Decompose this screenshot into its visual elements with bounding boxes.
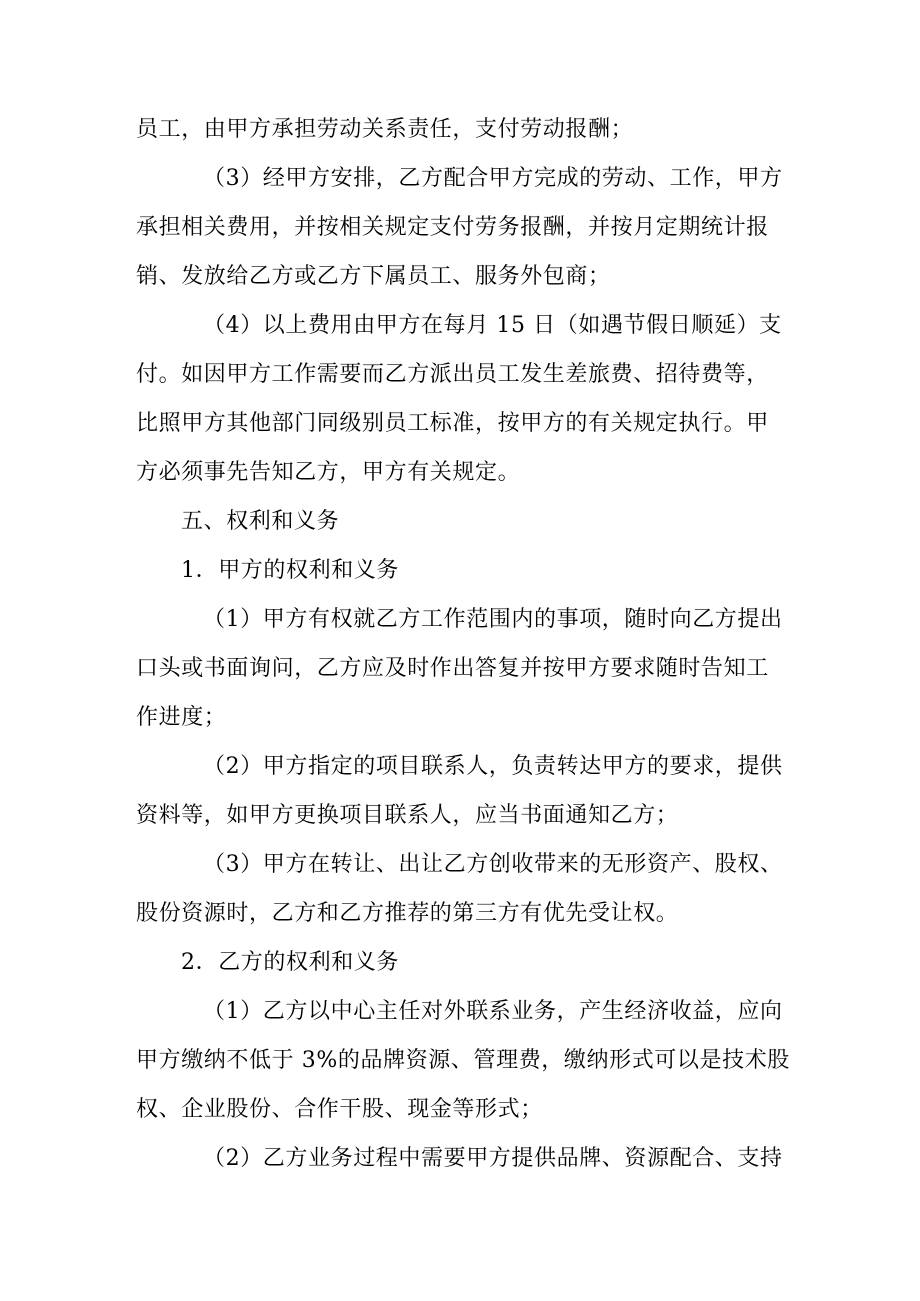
text-line: 承担相关费用，并按相关规定支付劳务报酬，并按月定期统计报	[136, 215, 769, 240]
text-line: 甲方缴纳不低于 3%的品牌资源、管理费，缴纳形式可以是技术股	[136, 1048, 790, 1073]
text-line: 股份资源时，乙方和乙方推荐的第三方有优先受让权。	[136, 901, 679, 926]
text-line: 资料等，如甲方更换项目联系人，应当书面通知乙方；	[136, 803, 679, 828]
text-line: （4）以上费用由甲方在每月 15 日（如遇节假日顺延）支	[203, 313, 782, 338]
text-line: （1）乙方以中心主任对外联系业务，产生经济收益，应向	[203, 999, 783, 1024]
text-line: 方必须事先告知乙方，甲方有关规定。	[136, 460, 521, 485]
subsection-heading: 2．乙方的权利和义务	[181, 950, 399, 975]
text-line: （1）甲方有权就乙方工作范围内的事项，随时向乙方提出	[203, 607, 783, 632]
subsection-heading: 1．甲方的权利和义务	[181, 558, 399, 583]
text-line: （3）经甲方安排，乙方配合甲方完成的劳动、工作，甲方	[203, 166, 783, 191]
text-line: 员工，由甲方承担劳动关系责任，支付劳动报酬；	[136, 117, 634, 142]
text-line: 比照甲方其他部门同级别员工标准，按甲方的有关规定执行。甲	[136, 411, 769, 436]
section-heading: 五、权利和义务	[181, 509, 340, 534]
text-line: 权、企业股份、合作干股、现金等形式；	[136, 1097, 543, 1122]
text-line: 付。如因甲方工作需要而乙方派出员工发生差旅费、招待费等，	[136, 362, 769, 387]
text-line: （2）甲方指定的项目联系人，负责转达甲方的要求，提供	[203, 754, 783, 779]
text-line: 销、发放给乙方或乙方下属员工、服务外包商；	[136, 264, 611, 289]
text-line: （2）乙方业务过程中需要甲方提供品牌、资源配合、支持	[203, 1146, 783, 1171]
text-line: 口头或书面询问，乙方应及时作出答复并按甲方要求随时告知工	[136, 656, 769, 681]
text-line: 作进度；	[136, 705, 227, 730]
text-line: （3）甲方在转让、出让乙方创收带来的无形资产、股权、	[203, 852, 783, 877]
